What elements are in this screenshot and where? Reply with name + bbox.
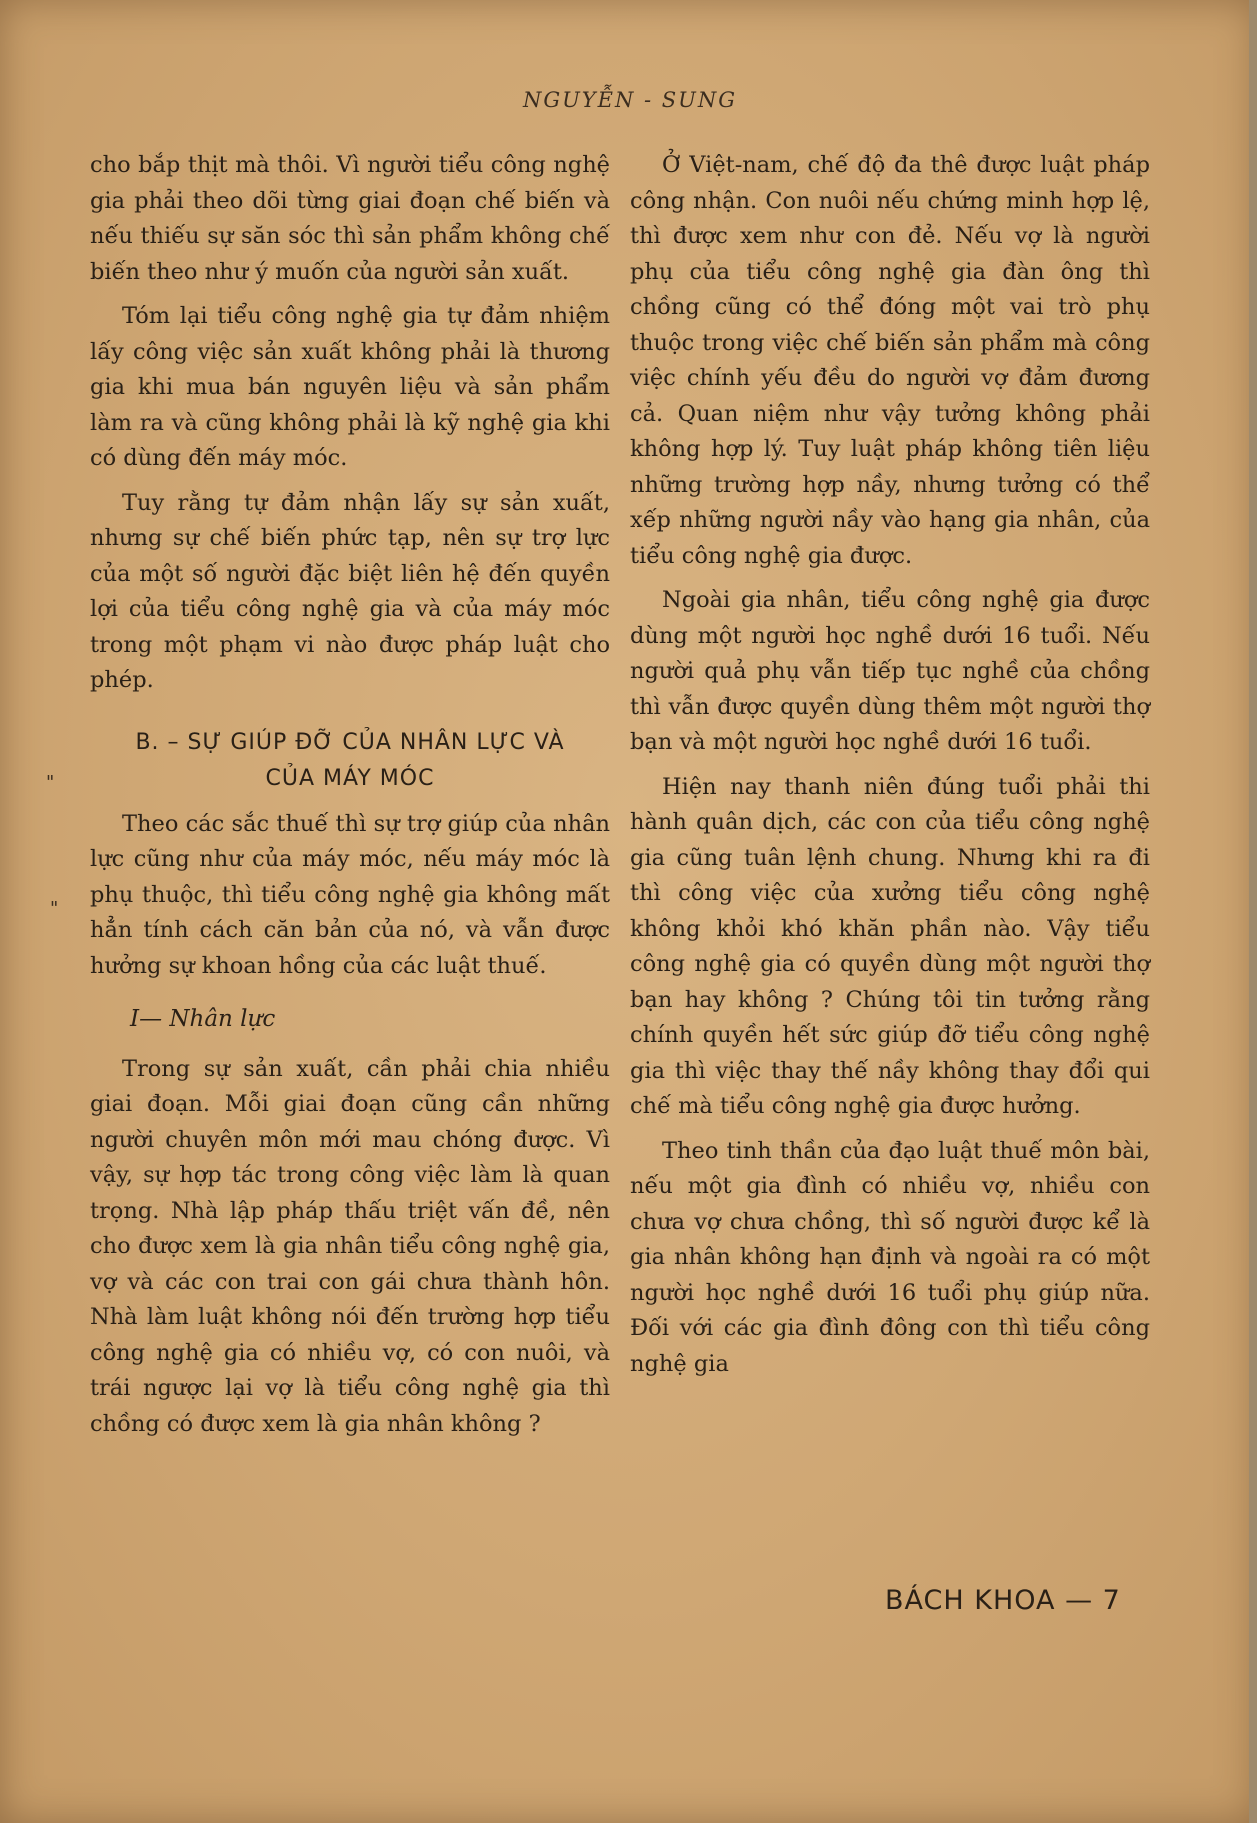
section-heading [90, 725, 610, 797]
section-heading-line2: CỦA MÁY MÓC [265, 765, 435, 791]
paragraph: Ở Việt-nam, chế độ đa thê được luật pháp công nhận. Con nuôi nếu chứng minh hợp lệ, thì được xem như con đẻ. Nếu vợ là người phụ của tiểu công nghệ gia đàn ông thì chồng cũng có thể đóng một vai trò phụ thuộc trong việc chế biến sản phẩm mà công việc chính yếu đều do người vợ đảm đương cả. Quan niệm như vậy tưởng không phải không hợp lý. Tuy luật pháp không tiên liệu những trường hợp nầy, nhưng tưởng có thể xếp những người nầy vào hạng gia nhân, của tiểu công nghệ gia được. [630, 152, 1150, 569]
margin-mark: " [46, 772, 55, 793]
paragraph: Hiện nay thanh niên đúng tuổi phải thi hành quân dịch, các con của tiểu công nghệ gia cũng tuân lệnh chung. Nhưng khi ra đi thì công việc của xưởng tiểu công nghệ không khỏi khó khăn phần nào. Vậy tiểu công nghệ gia có quyền dùng một người thợ bạn hay không ? Chúng tôi tin tưởng rằng chính quyền hết sức giúp đỡ tiểu công nghệ gia thì việc thay thế nầy không thay đổi qui chế mà tiểu công nghệ gia được hưởng. [630, 773, 1150, 1119]
right-column [630, 148, 1150, 1391]
page-edge [1249, 0, 1257, 1823]
left-column [90, 148, 610, 1451]
paragraph: Tuy rằng tự đảm nhận lấy sự sản xuất, nhưng sự chế biến phức tạp, nên sự trợ lực của một số người đặc biệt liên hệ đến quyền lợi của tiểu công nghệ gia và của máy móc trong một phạm vi nào được pháp luật cho phép. [90, 489, 610, 693]
page-footer: BÁCH KHOA — 7 [885, 1585, 1121, 1616]
margin-mark: " [50, 898, 59, 919]
section-heading-line1: B. – SỰ GIÚP ĐỠ CỦA NHÂN LỰC VÀ [135, 729, 565, 755]
running-header: NGUYỄN - SUNG [522, 88, 738, 112]
paragraph: Trong sự sản xuất, cần phải chia nhiều giai đoạn. Mỗi giai đoạn cũng cần những người chuyên môn mới mau chóng được. Vì vậy, sự hợp tác trong công việc làm là quan trọng. Nhà lập pháp thấu triệt vấn đề, nên cho được xem là gia nhân tiểu công nghệ gia, vợ và các con trai con gái chưa thành hôn. Nhà làm luật không nói đến trường hợp tiểu công nghệ gia có nhiều vợ, có con nuôi, và trái ngược lại vợ là tiểu công nghệ gia thì chồng có được xem là gia nhân không ? [90, 1055, 610, 1437]
paragraph: Theo các sắc thuế thì sự trợ giúp của nhân lực cũng như của máy móc, nếu máy móc là phụ thuộc, thì tiểu công nghệ gia không mất hẳn tính cách căn bản của nó, và vẫn được hưởng sự khoan hồng của các luật thuế. [90, 810, 610, 979]
paragraph: Ngoài gia nhân, tiểu công nghệ gia được dùng một người học nghề dưới 16 tuổi. Nếu người quả phụ vẫn tiếp tục nghề của chồng thì vẫn được quyền dùng thêm một người thợ bạn và một người học nghề dưới 16 tuổi. [630, 587, 1150, 755]
paragraph: cho bắp thịt mà thôi. Vì người tiểu công nghệ gia phải theo dõi từng giai đoạn chế biến và nếu thiếu sự săn sóc thì sản phẩm không chế biến theo như ý muốn của người sản xuất. [90, 152, 610, 285]
paragraph: Tóm lại tiểu công nghệ gia tự đảm nhiệm lấy công việc sản xuất không phải là thương gia khi mua bán nguyên liệu và sản phẩm làm ra và cũng không phải là kỹ nghệ gia khi có dùng đến máy móc. [90, 303, 610, 471]
subsection-heading: I— Nhân lực [130, 1006, 276, 1032]
paragraph: Theo tinh thần của đạo luật thuế môn bài, nếu một gia đình có nhiều vợ, nhiều con chưa vợ chưa chồng, thì số người được kể là gia nhân không hạn định và ngoài ra có một người học nghề dưới 16 tuổi phụ giúp nữa. Đối với các gia đình đông con thì tiểu công nghệ gia [630, 1137, 1150, 1377]
